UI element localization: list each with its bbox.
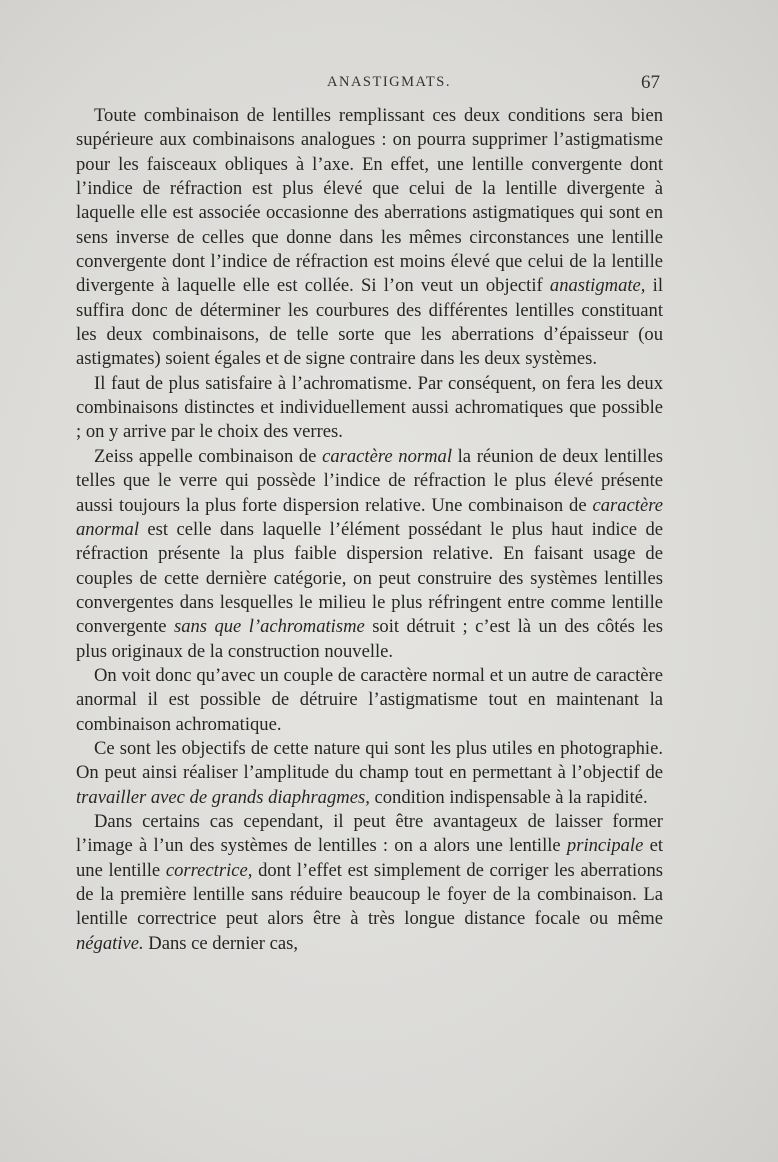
- text-run: condition indispensable à la rapidité.: [369, 786, 648, 808]
- running-header-title: ANASTIGMATS.: [327, 74, 451, 90]
- text-run: et une lentille: [76, 835, 663, 881]
- page-number: 67: [641, 72, 660, 93]
- paragraph: [76, 737, 663, 810]
- italic-text: caractère anormal: [76, 494, 663, 540]
- text-run: est celle dans laquelle l’élément possédant le plus haut indice de réfraction présente la plus faible dispersion relative. En faisant usage de couples de cette dernière catégorie, on peut construire des systèmes lentilles convergentes dans lesquelles le milieu le plus réfringent entre comme lentille convergente: [76, 518, 663, 638]
- text-run: il suffira donc de déterminer les courbures des différentes lentilles constituant les deux combinaisons, de telle sorte que les aberrations d’épaisseur (ou astigmates) soient égales et de signe contraire dans les deux systèmes.: [76, 275, 663, 370]
- text-run: la réunion de deux lentilles telles que le verre qui possède l’indice de réfraction le plus élevé présente aussi toujours la plus forte dispersion relative. Une combinaison de: [76, 445, 663, 516]
- paragraph: [76, 372, 663, 445]
- italic-text: travailler avec de grands diaphragmes,: [76, 786, 370, 808]
- italic-text: correctrice,: [165, 859, 253, 881]
- text-run: Dans ce dernier cas,: [143, 932, 298, 954]
- italic-text: sans que l’achromatisme: [173, 616, 365, 638]
- body-text: [76, 104, 663, 956]
- italic-text: caractère normal: [322, 445, 452, 467]
- text-run: On voit donc qu’avec un couple de caractère normal et un autre de caractère anormal il est possible de détruire l’astigmatisme tout en maintenant la combinaison achromatique.: [76, 664, 663, 735]
- paragraph: [76, 104, 663, 372]
- text-run: Toute combinaison de lentilles remplissant ces deux conditions sera bien supérieure aux combinaisons analogues : on pourra supprimer l’astigmatisme pour les faisceaux obliques à l’axe. En effet, une lentille convergente dont l’indice de réfraction est plus élevé que celui de la lentille divergente à laquelle elle est associée occasionne des aberrations astigmatiques qui sont en sens inverse de celles que donne dans les mêmes circonstances une lentille convergente dont l’indice de réfraction est moins élevé que celui de la lentille divergente à laquelle elle est collée. Si l’on veut un objectif: [76, 105, 663, 297]
- italic-text: anastigmate,: [549, 275, 646, 297]
- paragraph: [76, 445, 663, 664]
- text-run: Dans certains cas cependant, il peut être avantageux de laisser former l’image à l’un des systèmes de lentilles : on a alors une lentille: [76, 810, 663, 857]
- text-run: Zeiss appelle combinaison de: [94, 445, 323, 467]
- text-run: Ce sont les objectifs de cette nature qui sont les plus utiles en photographie. On peut ainsi réaliser l’amplitude du champ tout en permettant à l’objectif de: [76, 737, 663, 784]
- paragraph: [76, 664, 663, 737]
- text-run: Il faut de plus satisfaire à l’achromatisme. Par conséquent, on fera les deux combinaisons distinctes et individuellement aussi achromatiques que possible ; on y arrive par le choix des verres.: [76, 372, 663, 443]
- italic-text: négative.: [76, 932, 144, 954]
- italic-text: principale: [566, 835, 644, 857]
- text-run: dont l’effet est simplement de corriger les aberrations de la première lentille sans réduire beaucoup le foyer de la combinaison. La lentille correctrice peut alors être à très longue distance focale ou même: [76, 859, 663, 930]
- text-run: soit détruit ; c’est là un des côtés les plus originaux de la construction nouvelle.: [76, 616, 663, 662]
- paragraph: [76, 810, 663, 956]
